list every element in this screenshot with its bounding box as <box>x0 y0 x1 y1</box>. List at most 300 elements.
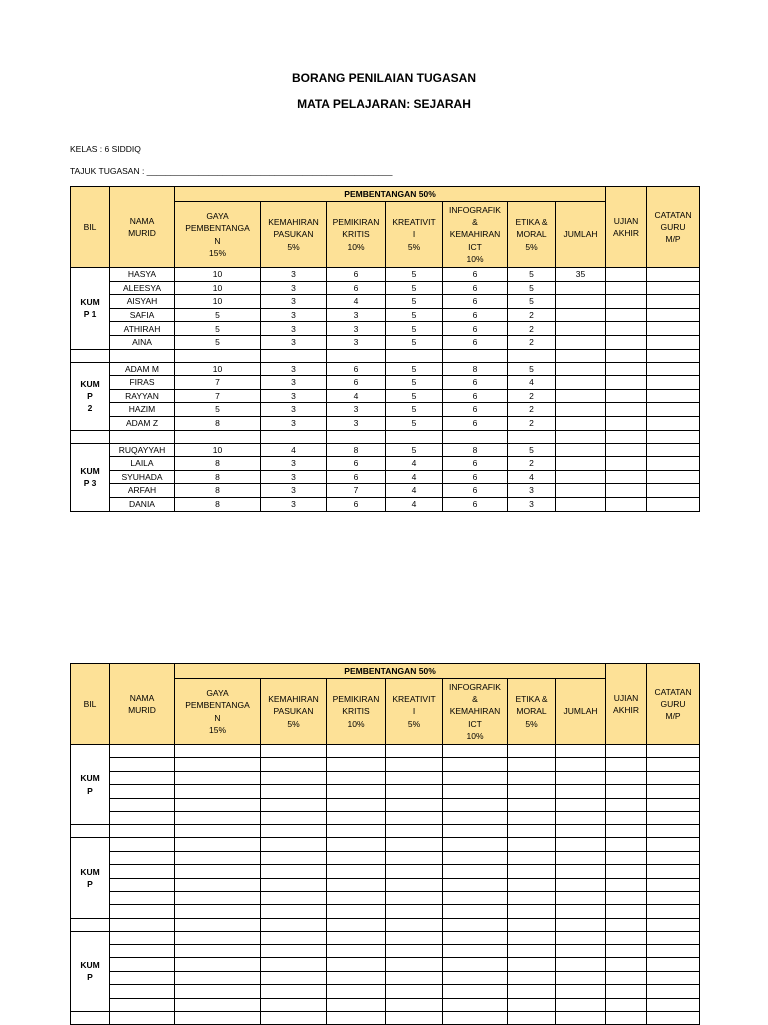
empty-cell <box>443 985 508 998</box>
empty-cell <box>110 918 175 931</box>
empty-cell <box>175 945 261 958</box>
empty-cell <box>386 771 443 784</box>
empty-cell <box>327 958 386 971</box>
score-etika-moral: 2 <box>508 335 556 349</box>
score-kemahiran-pasukan: 3 <box>261 308 327 322</box>
score-gaya-pembentangan: 5 <box>175 403 261 417</box>
empty-cell <box>175 971 261 984</box>
empty-cell <box>606 985 647 998</box>
empty-cell <box>386 838 443 851</box>
score-kreativiti: 5 <box>386 281 443 295</box>
score-infografik: 8 <box>443 443 508 457</box>
empty-cell <box>443 838 508 851</box>
empty-cell <box>556 771 606 784</box>
empty-cell <box>556 931 606 944</box>
score-gaya-pembentangan: 5 <box>175 335 261 349</box>
spacer-row <box>71 1012 700 1025</box>
empty-cell <box>606 945 647 958</box>
empty-cell <box>327 878 386 891</box>
empty-cell <box>71 349 110 362</box>
empty-cell <box>647 825 700 838</box>
assessment-table-blank <box>70 663 700 1025</box>
score-infografik: 6 <box>443 484 508 498</box>
group-label: KUM P 1 <box>71 268 110 350</box>
group-label: KUM P <box>71 838 110 918</box>
empty-cell <box>606 430 647 443</box>
student-name: HASYA <box>110 268 175 282</box>
empty-cell <box>508 785 556 798</box>
score-pemikiran-kritis: 4 <box>327 389 386 403</box>
catatan-guru <box>647 335 700 349</box>
score-gaya-pembentangan: 7 <box>175 376 261 390</box>
empty-cell <box>261 865 327 878</box>
header-etika-moral: ETIKA & MORAL 5% <box>508 202 556 268</box>
empty-cell <box>175 958 261 971</box>
empty-cell <box>556 785 606 798</box>
empty-cell <box>508 891 556 904</box>
empty-cell <box>508 745 556 758</box>
empty-cell <box>175 891 261 904</box>
score-pemikiran-kritis: 6 <box>327 281 386 295</box>
score-kreativiti: 5 <box>386 308 443 322</box>
score-pemikiran-kritis: 6 <box>327 457 386 471</box>
empty-cell <box>443 798 508 811</box>
empty-cell <box>508 905 556 918</box>
empty-cell <box>175 1012 261 1025</box>
score-kemahiran-pasukan: 3 <box>261 416 327 430</box>
empty-cell <box>327 985 386 998</box>
empty-cell <box>386 998 443 1011</box>
table-row <box>71 798 700 811</box>
student-name: ATHIRAH <box>110 322 175 336</box>
score-kreativiti: 5 <box>386 335 443 349</box>
empty-cell <box>443 905 508 918</box>
empty-cell <box>556 1012 606 1025</box>
empty-cell <box>175 985 261 998</box>
empty-cell <box>327 430 386 443</box>
empty-cell <box>261 878 327 891</box>
empty-cell <box>261 349 327 362</box>
score-jumlah <box>556 308 606 322</box>
table-row <box>71 457 700 471</box>
score-pemikiran-kritis: 3 <box>327 403 386 417</box>
empty-cell <box>606 758 647 771</box>
empty-cell <box>508 811 556 824</box>
score-jumlah <box>556 470 606 484</box>
empty-cell <box>110 865 175 878</box>
header-gaya-pembentangan: GAYA PEMBENTANGA N 15% <box>175 202 261 268</box>
empty-cell <box>606 878 647 891</box>
empty-cell <box>647 1012 700 1025</box>
empty-cell <box>386 985 443 998</box>
student-name: SYUHADA <box>110 470 175 484</box>
empty-cell <box>327 745 386 758</box>
score-kreativiti: 5 <box>386 376 443 390</box>
empty-cell <box>175 825 261 838</box>
empty-cell <box>327 758 386 771</box>
score-ujian-akhir <box>606 389 647 403</box>
table-row <box>71 497 700 511</box>
empty-cell <box>327 865 386 878</box>
student-name: DANIA <box>110 497 175 511</box>
header-kreativiti: KREATIVIT I 5% <box>386 679 443 745</box>
score-pemikiran-kritis: 6 <box>327 470 386 484</box>
empty-cell <box>175 905 261 918</box>
catatan-guru <box>647 416 700 430</box>
table-row <box>71 905 700 918</box>
table-row <box>71 745 700 758</box>
header-bil: BIL <box>71 664 110 745</box>
score-kemahiran-pasukan: 3 <box>261 362 327 376</box>
spacer-row <box>71 825 700 838</box>
catatan-guru <box>647 295 700 309</box>
empty-cell <box>386 785 443 798</box>
score-kemahiran-pasukan: 3 <box>261 403 327 417</box>
score-infografik: 6 <box>443 268 508 282</box>
empty-cell <box>647 878 700 891</box>
catatan-guru <box>647 389 700 403</box>
empty-cell <box>443 958 508 971</box>
empty-cell <box>556 838 606 851</box>
header-ujian-akhir: UJIAN AKHIR <box>606 664 647 745</box>
score-etika-moral: 2 <box>508 457 556 471</box>
empty-cell <box>647 958 700 971</box>
table-row <box>71 785 700 798</box>
empty-cell <box>508 349 556 362</box>
empty-cell <box>386 931 443 944</box>
table-row <box>71 322 700 336</box>
score-ujian-akhir <box>606 268 647 282</box>
empty-cell <box>110 745 175 758</box>
empty-cell <box>556 985 606 998</box>
empty-cell <box>261 1012 327 1025</box>
empty-cell <box>647 971 700 984</box>
header-catatan-guru: CATATAN GURU M/P <box>647 664 700 745</box>
empty-cell <box>443 745 508 758</box>
empty-cell <box>386 811 443 824</box>
score-ujian-akhir <box>606 416 647 430</box>
empty-cell <box>110 958 175 971</box>
empty-cell <box>647 891 700 904</box>
empty-cell <box>508 958 556 971</box>
table-row <box>71 268 700 282</box>
score-etika-moral: 2 <box>508 308 556 322</box>
score-etika-moral: 5 <box>508 281 556 295</box>
score-etika-moral: 2 <box>508 322 556 336</box>
score-infografik: 6 <box>443 403 508 417</box>
empty-cell <box>508 985 556 998</box>
score-pemikiran-kritis: 6 <box>327 268 386 282</box>
spacer-row <box>71 430 700 443</box>
score-kreativiti: 4 <box>386 470 443 484</box>
empty-cell <box>647 945 700 958</box>
empty-cell <box>606 838 647 851</box>
empty-cell <box>443 758 508 771</box>
score-pemikiran-kritis: 7 <box>327 484 386 498</box>
catatan-guru <box>647 322 700 336</box>
empty-cell <box>110 349 175 362</box>
student-name: RAYYAN <box>110 389 175 403</box>
empty-cell <box>386 891 443 904</box>
score-gaya-pembentangan: 10 <box>175 281 261 295</box>
table-row <box>71 362 700 376</box>
score-ujian-akhir <box>606 308 647 322</box>
score-kemahiran-pasukan: 3 <box>261 295 327 309</box>
header-pembentangan: PEMBENTANGAN 50% <box>175 664 606 679</box>
table-row <box>71 945 700 958</box>
empty-cell <box>606 931 647 944</box>
score-jumlah <box>556 416 606 430</box>
empty-cell <box>606 865 647 878</box>
score-gaya-pembentangan: 8 <box>175 497 261 511</box>
student-name: ADAM M <box>110 362 175 376</box>
header-pemikiran-kritis: PEMIKIRAN KRITIS 10% <box>327 202 386 268</box>
score-ujian-akhir <box>606 443 647 457</box>
empty-cell <box>261 785 327 798</box>
score-ujian-akhir <box>606 281 647 295</box>
score-infografik: 6 <box>443 470 508 484</box>
score-pemikiran-kritis: 6 <box>327 376 386 390</box>
tajuk-tugasan-label: TAJUK TUGASAN : ____________________________________________________ <box>70 166 393 176</box>
table-row <box>71 771 700 784</box>
empty-cell <box>606 918 647 931</box>
score-etika-moral: 4 <box>508 470 556 484</box>
score-gaya-pembentangan: 7 <box>175 389 261 403</box>
empty-cell <box>110 985 175 998</box>
score-kreativiti: 5 <box>386 389 443 403</box>
empty-cell <box>261 998 327 1011</box>
header-kemahiran-pasukan: KEMAHIRAN PASUKAN 5% <box>261 202 327 268</box>
catatan-guru <box>647 308 700 322</box>
empty-cell <box>110 851 175 864</box>
score-gaya-pembentangan: 8 <box>175 457 261 471</box>
table-row <box>71 281 700 295</box>
empty-cell <box>386 758 443 771</box>
table-row <box>71 811 700 824</box>
empty-cell <box>606 798 647 811</box>
score-kreativiti: 5 <box>386 295 443 309</box>
empty-cell <box>556 865 606 878</box>
empty-cell <box>556 745 606 758</box>
score-gaya-pembentangan: 8 <box>175 484 261 498</box>
empty-cell <box>261 945 327 958</box>
empty-cell <box>386 430 443 443</box>
empty-cell <box>261 891 327 904</box>
empty-cell <box>110 811 175 824</box>
empty-cell <box>508 971 556 984</box>
empty-cell <box>261 971 327 984</box>
spacer-row <box>71 349 700 362</box>
empty-cell <box>110 905 175 918</box>
table-row <box>71 484 700 498</box>
score-pemikiran-kritis: 3 <box>327 308 386 322</box>
empty-cell <box>606 851 647 864</box>
empty-cell <box>647 745 700 758</box>
empty-cell <box>556 349 606 362</box>
empty-cell <box>606 905 647 918</box>
score-ujian-akhir <box>606 457 647 471</box>
empty-cell <box>508 945 556 958</box>
table-row <box>71 865 700 878</box>
empty-cell <box>110 825 175 838</box>
empty-cell <box>443 998 508 1011</box>
empty-cell <box>647 918 700 931</box>
table-row <box>71 851 700 864</box>
score-ujian-akhir <box>606 362 647 376</box>
empty-cell <box>443 825 508 838</box>
empty-cell <box>556 891 606 904</box>
empty-cell <box>606 891 647 904</box>
table-row <box>71 308 700 322</box>
score-pemikiran-kritis: 3 <box>327 416 386 430</box>
empty-cell <box>647 430 700 443</box>
header-kreativiti: KREATIVIT I 5% <box>386 202 443 268</box>
score-pemikiran-kritis: 3 <box>327 335 386 349</box>
empty-cell <box>386 865 443 878</box>
empty-cell <box>327 1012 386 1025</box>
score-kemahiran-pasukan: 3 <box>261 335 327 349</box>
empty-cell <box>508 838 556 851</box>
empty-cell <box>606 349 647 362</box>
empty-cell <box>508 931 556 944</box>
score-infografik: 6 <box>443 376 508 390</box>
empty-cell <box>647 349 700 362</box>
empty-cell <box>606 745 647 758</box>
empty-cell <box>647 798 700 811</box>
empty-cell <box>647 865 700 878</box>
header-gaya-pembentangan: GAYA PEMBENTANGA N 15% <box>175 679 261 745</box>
empty-cell <box>386 349 443 362</box>
empty-cell <box>261 931 327 944</box>
catatan-guru <box>647 457 700 471</box>
score-jumlah <box>556 362 606 376</box>
header-infografik: INFOGRAFIK & KEMAHIRAN ICT 10% <box>443 679 508 745</box>
empty-cell <box>556 798 606 811</box>
empty-cell <box>443 891 508 904</box>
table-row <box>71 403 700 417</box>
score-pemikiran-kritis: 6 <box>327 497 386 511</box>
header-ujian-akhir: UJIAN AKHIR <box>606 187 647 268</box>
student-name: SAFIA <box>110 308 175 322</box>
score-etika-moral: 3 <box>508 484 556 498</box>
score-kreativiti: 4 <box>386 457 443 471</box>
table-row <box>71 758 700 771</box>
header-bil: BIL <box>71 187 110 268</box>
empty-cell <box>261 825 327 838</box>
score-kreativiti: 4 <box>386 484 443 498</box>
empty-cell <box>647 838 700 851</box>
empty-cell <box>556 825 606 838</box>
empty-cell <box>71 1012 110 1025</box>
catatan-guru <box>647 362 700 376</box>
table-row <box>71 838 700 851</box>
score-jumlah <box>556 497 606 511</box>
empty-cell <box>606 998 647 1011</box>
score-etika-moral: 5 <box>508 443 556 457</box>
score-infografik: 6 <box>443 457 508 471</box>
empty-cell <box>606 785 647 798</box>
score-etika-moral: 2 <box>508 416 556 430</box>
score-gaya-pembentangan: 5 <box>175 308 261 322</box>
empty-cell <box>386 745 443 758</box>
empty-cell <box>647 771 700 784</box>
empty-cell <box>443 430 508 443</box>
student-name: LAILA <box>110 457 175 471</box>
score-infografik: 6 <box>443 389 508 403</box>
empty-cell <box>556 905 606 918</box>
empty-cell <box>443 865 508 878</box>
score-jumlah <box>556 295 606 309</box>
header-nama-murid: NAMA MURID <box>110 664 175 745</box>
assessment-table-filled <box>70 186 700 512</box>
score-kemahiran-pasukan: 3 <box>261 376 327 390</box>
spacer-row <box>71 918 700 931</box>
empty-cell <box>606 958 647 971</box>
empty-cell <box>386 798 443 811</box>
score-ujian-akhir <box>606 484 647 498</box>
empty-cell <box>606 1012 647 1025</box>
score-kreativiti: 5 <box>386 322 443 336</box>
kelas-label: KELAS : 6 SIDDIQ <box>70 144 141 154</box>
student-name: AISYAH <box>110 295 175 309</box>
empty-cell <box>71 918 110 931</box>
empty-cell <box>443 785 508 798</box>
table-row <box>71 335 700 349</box>
empty-cell <box>386 825 443 838</box>
empty-cell <box>175 851 261 864</box>
empty-cell <box>175 838 261 851</box>
student-name: FIRAS <box>110 376 175 390</box>
score-kreativiti: 5 <box>386 416 443 430</box>
header-kemahiran-pasukan: KEMAHIRAN PASUKAN 5% <box>261 679 327 745</box>
score-gaya-pembentangan: 10 <box>175 443 261 457</box>
group-label: KUM P <box>71 931 110 1011</box>
score-ujian-akhir <box>606 403 647 417</box>
score-infografik: 6 <box>443 295 508 309</box>
empty-cell <box>327 891 386 904</box>
empty-cell <box>606 771 647 784</box>
empty-cell <box>508 865 556 878</box>
catatan-guru <box>647 268 700 282</box>
score-infografik: 6 <box>443 322 508 336</box>
empty-cell <box>261 838 327 851</box>
catatan-guru <box>647 376 700 390</box>
empty-cell <box>110 785 175 798</box>
header-etika-moral: ETIKA & MORAL 5% <box>508 679 556 745</box>
empty-cell <box>175 865 261 878</box>
score-etika-moral: 4 <box>508 376 556 390</box>
score-etika-moral: 5 <box>508 295 556 309</box>
empty-cell <box>327 349 386 362</box>
score-jumlah <box>556 322 606 336</box>
empty-cell <box>443 1012 508 1025</box>
empty-cell <box>327 811 386 824</box>
catatan-guru <box>647 281 700 295</box>
empty-cell <box>606 825 647 838</box>
score-gaya-pembentangan: 10 <box>175 362 261 376</box>
empty-cell <box>556 945 606 958</box>
empty-cell <box>261 958 327 971</box>
student-name: RUQAYYAH <box>110 443 175 457</box>
empty-cell <box>327 838 386 851</box>
table-row <box>71 376 700 390</box>
score-pemikiran-kritis: 8 <box>327 443 386 457</box>
student-name: ALEESYA <box>110 281 175 295</box>
group-label: KUM P 3 <box>71 443 110 511</box>
empty-cell <box>508 1012 556 1025</box>
empty-cell <box>508 998 556 1011</box>
header-jumlah: JUMLAH <box>556 202 606 268</box>
